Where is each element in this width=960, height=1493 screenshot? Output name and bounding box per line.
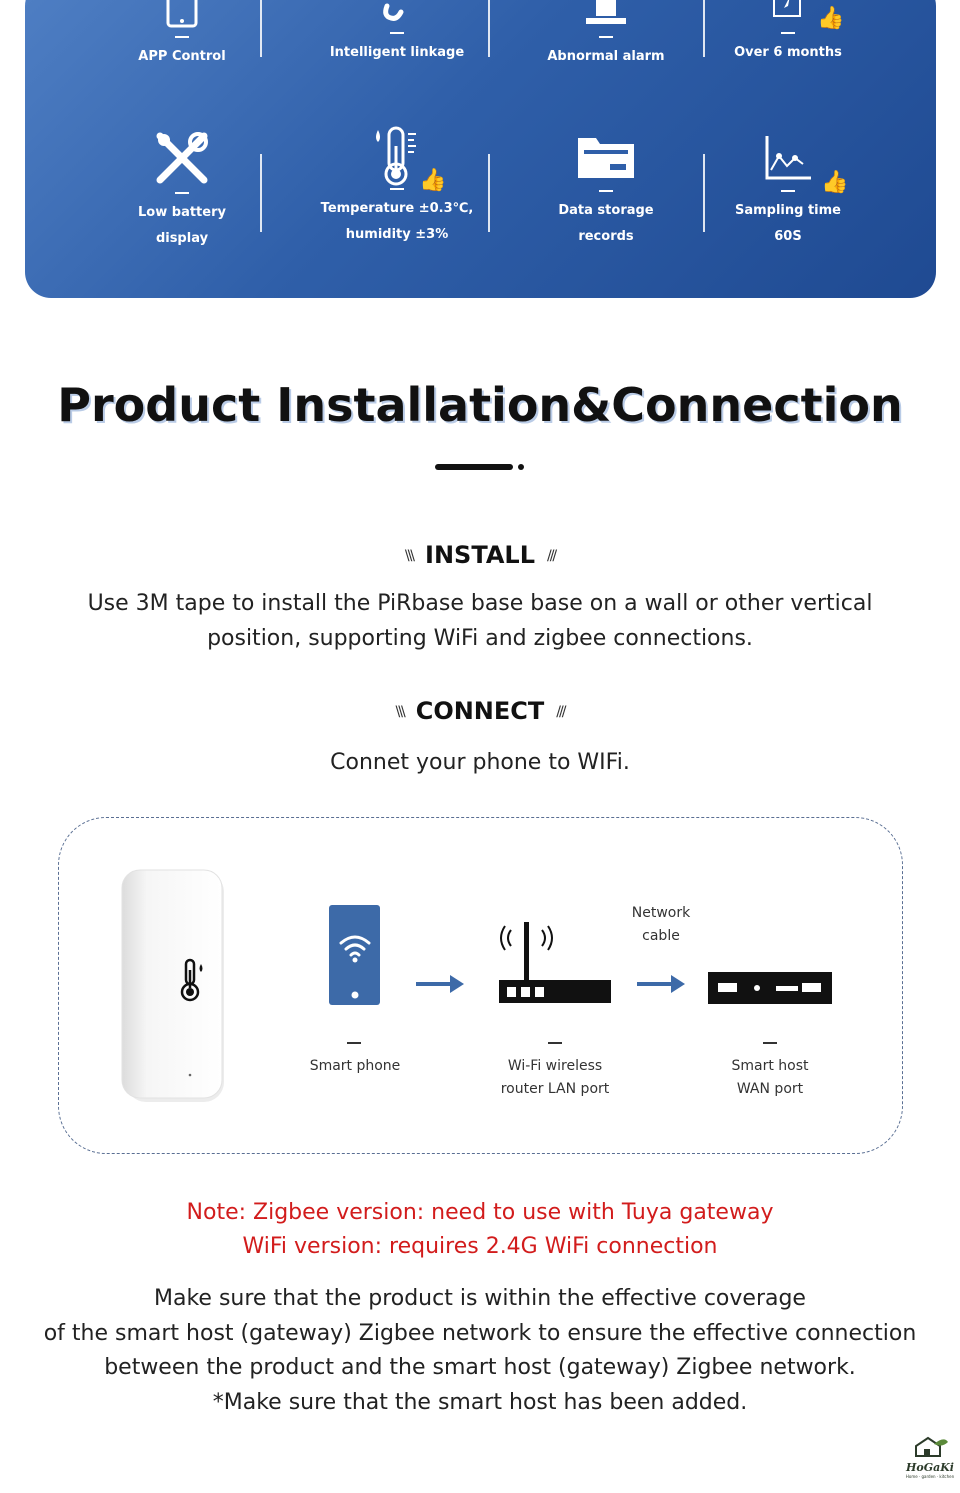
arrow-right-icon [637, 975, 685, 993]
hatch-mark-left: \\\ [404, 548, 414, 564]
tablet-icon [164, 0, 200, 30]
cable-label-line: Network [631, 905, 691, 921]
label-dash [347, 1042, 361, 1044]
battery-time-icon [770, 0, 806, 30]
connect-description: Connet your phone to WIFi. [330, 750, 630, 775]
connect-heading [0, 697, 960, 725]
hatch-mark-right: /// [556, 704, 565, 720]
feature-label: Sampling time [734, 203, 842, 218]
tools-icon [154, 130, 210, 186]
feature-accuracy [297, 126, 497, 248]
page-title: Product Installation&Connection [57, 378, 903, 432]
install-line: Use 3M tape to install the PiRbase base base on a wall or other vertical [87, 591, 873, 616]
thumbs-up-icon: 👍 [419, 168, 447, 193]
install-line: position, supporting WiFi and zigbee connections. [207, 626, 753, 651]
title-underline [435, 464, 513, 470]
note-line: Note: Zigbee version: need to use with Tuya gateway [186, 1200, 774, 1225]
feature-label: 60S [774, 229, 802, 244]
alarm-icon [582, 0, 630, 30]
feature-label: Low battery [138, 205, 226, 220]
feature-abnormal-alarm [506, 0, 706, 70]
feature-label: Data storage [558, 203, 654, 218]
feature-label: records [578, 229, 634, 244]
feature-label: APP Control [138, 49, 226, 64]
smart-host-icon [708, 972, 832, 1004]
feature-label: Over 6 months [734, 45, 842, 60]
label-dash [763, 1042, 777, 1044]
thumbs-up-icon: 👍 [821, 170, 849, 195]
logo-tagline: Home · garden · kitchen [905, 1474, 955, 1479]
coverage-line: *Make sure that the smart host has been added. [212, 1389, 748, 1415]
arrow-right-icon [416, 975, 464, 993]
thumbs-up-icon: 👍 [817, 6, 845, 31]
label-dash [548, 1042, 562, 1044]
feature-label: humidity ±3% [345, 227, 449, 242]
feature-label: display [155, 231, 209, 246]
feature-label: Abnormal alarm [547, 49, 665, 64]
coverage-text [0, 1282, 960, 1420]
cable-label [611, 902, 711, 948]
connect-title: CONNECT [415, 697, 545, 725]
smartphone-icon [329, 905, 380, 1005]
feature-data-storage [506, 134, 706, 250]
coverage-line: Make sure that the product is within the effective coverage [154, 1286, 806, 1311]
sensor-device-icon [114, 868, 230, 1108]
version-note [0, 1196, 960, 1264]
folder-icon [576, 134, 636, 182]
feature-sampling-time [688, 134, 888, 250]
cable-label-line: cable [642, 928, 680, 944]
title-underline-dot [518, 464, 524, 470]
feature-app-control [82, 0, 282, 70]
feature-battery-life [688, 0, 888, 66]
phone-label-line: Smart phone [309, 1058, 401, 1074]
install-description [0, 586, 960, 656]
host-label-line: Smart host [731, 1058, 809, 1074]
coverage-line: between the product and the smart host (gateway) Zigbee network. [104, 1355, 856, 1380]
coverage-line: of the smart host (gateway) Zigbee network to ensure the effective connection [43, 1320, 917, 1346]
hatch-mark-right: /// [546, 548, 556, 564]
feature-intelligent-linkage [297, 0, 497, 66]
router-label [475, 1055, 635, 1101]
router-label-line: router LAN port [500, 1081, 610, 1097]
feature-label: Intelligent linkage [329, 45, 465, 60]
phone-label [290, 1055, 420, 1078]
host-label [700, 1055, 840, 1101]
features-banner [25, 0, 936, 298]
router-label-line: Wi-Fi wireless [507, 1058, 603, 1074]
note-line: WiFi version: requires 2.4G WiFi connection [242, 1234, 718, 1259]
router-icon [497, 920, 613, 1006]
hatch-mark-left: \\\ [395, 704, 404, 720]
link-icon [379, 0, 415, 30]
brand-logo [899, 1436, 960, 1484]
install-heading [0, 541, 960, 569]
chart-icon [763, 134, 813, 182]
thermometer-icon [372, 126, 422, 186]
house-leaf-icon [910, 1436, 950, 1458]
install-title: INSTALL [425, 541, 535, 569]
logo-name: HoGaKi [906, 1461, 954, 1474]
feature-low-battery [82, 130, 282, 252]
feature-label: Temperature ±0.3℃, [320, 201, 474, 216]
host-label-line: WAN port [736, 1081, 804, 1097]
